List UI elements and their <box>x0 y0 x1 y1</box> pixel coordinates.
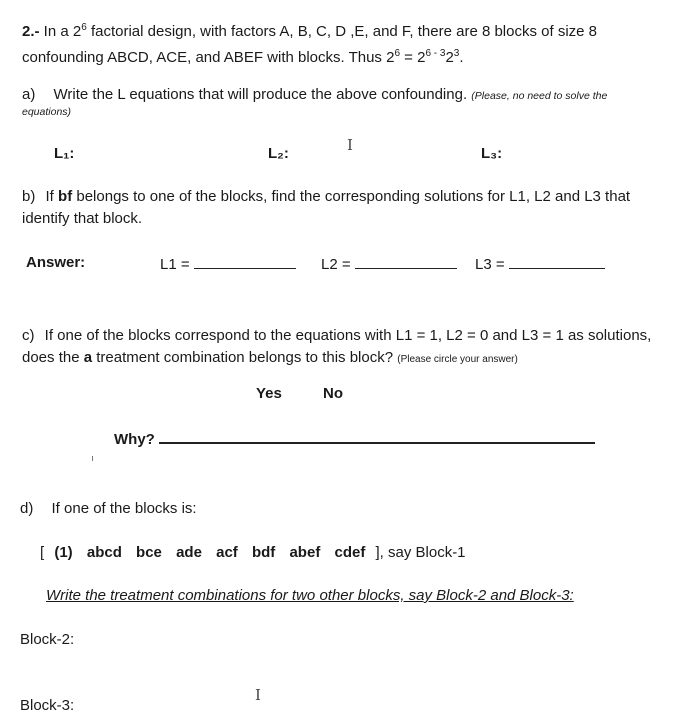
text-cursor-icon: I <box>255 686 261 704</box>
part-c-prompt: c) If one of the blocks correspond to the equations with L1 = 1, L2 = 0 and L3 = 1 as solutions, does the a treatment combination belongs to this block? (Please circle your answer) <box>22 327 652 366</box>
answer-l2-blank[interactable] <box>355 254 457 269</box>
answer-l2: L2 = <box>321 254 457 273</box>
text-cursor-icon: I <box>347 136 353 154</box>
part-a-note-cont: equations) <box>22 106 72 118</box>
part-d-instruction: Write the treatment combinations for two other blocks, say Block-2 and Block-3: <box>46 587 574 604</box>
combo-item: bce <box>136 544 162 561</box>
block-3-label: Block-3: <box>20 697 75 714</box>
combo-item: cdef <box>334 544 366 561</box>
l1-equation-label: L₁: <box>54 145 75 162</box>
block-1-list: [ (1) abcd bce ade acf bdf abef cdef ], say Block-1 <box>40 544 466 561</box>
answer-l3: L3 = <box>475 254 605 273</box>
question-intro: 2.- In a $2^6$ factorial design, with factors A, B, C, D ,E, and F, there are 8 blocks of size 8 confounding ABCD, ACE, and ABEF with blocks. Thus $2^6 = 2^{6 - 3}2^3$. <box>22 22 598 66</box>
combo-item: bdf <box>251 544 276 561</box>
why-label: Why? <box>114 431 155 448</box>
combo-item: (1) <box>54 544 73 561</box>
l3-equation-label: L₃: <box>481 145 503 162</box>
answer-label: Answer: <box>26 254 86 271</box>
part-d-prompt: d) If one of the blocks is: <box>20 500 197 517</box>
answer-no[interactable]: No <box>323 385 343 402</box>
combo-item: abef <box>289 544 321 561</box>
part-a-prompt: a) Write the L equations that will produce the above confounding. (Please, no need to solve the <box>22 86 608 103</box>
part-a-label: a) <box>22 86 36 103</box>
answer-l1: L1 = <box>160 254 296 273</box>
part-b-label: b) <box>22 188 36 205</box>
question-number: 2.- <box>22 23 40 40</box>
l2-equation-label: L₂: <box>268 145 289 162</box>
part-c-label: c) <box>22 327 35 344</box>
block-2-label: Block-2: <box>20 631 75 648</box>
why-answer-blank[interactable] <box>159 428 595 444</box>
part-c-note: (Please circle your answer) <box>397 354 518 365</box>
answer-yes[interactable]: Yes <box>256 385 282 402</box>
why-row <box>114 428 595 448</box>
answer-l3-blank[interactable] <box>509 254 605 269</box>
part-b-prompt: b) If bf belongs to one of the blocks, find the corresponding solutions for L1, L2 and L3 that identify that block. <box>22 188 631 227</box>
combo-item: acf <box>216 544 238 561</box>
combo-item: abcd <box>86 544 122 561</box>
part-d-label: d) <box>20 500 34 517</box>
part-a-note: (Please, no need to solve the <box>471 90 608 102</box>
combo-item: ade <box>176 544 202 561</box>
stray-mark <box>92 456 93 461</box>
answer-l1-blank[interactable] <box>194 254 296 269</box>
